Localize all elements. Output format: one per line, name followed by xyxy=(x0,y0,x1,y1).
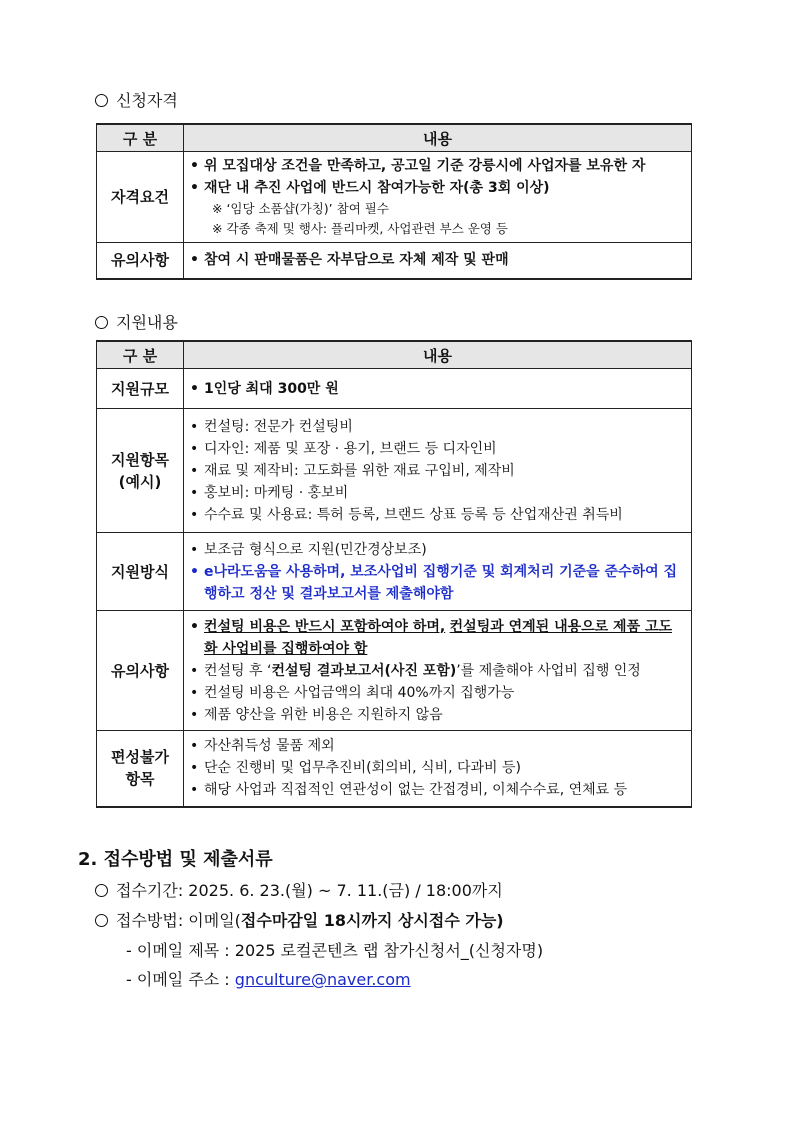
row-label-requirements: 자격요건 xyxy=(97,152,184,243)
row-label-excluded: 편성불가 항목 xyxy=(97,731,184,807)
row-label-scale: 지원규모 xyxy=(97,369,184,409)
support-table xyxy=(96,340,692,808)
items-content xyxy=(184,409,692,533)
list-item: • 재단 내 추진 사업에 반드시 참여가능한 자(총 3회 이상) xyxy=(190,180,550,196)
row-label-caution: 유의사항 xyxy=(97,611,184,731)
email-link[interactable]: gnculture@naver.com xyxy=(234,970,411,989)
row-label-caution: 유의사항 xyxy=(97,243,184,279)
list-item: • 컨설팅 비용은 반드시 포함하여야 하며, 컨설팅과 연계된 내용으로 제품 고도화 사업비를 집행하여야 함 xyxy=(190,618,673,657)
qualification-section-title: 신청자격 xyxy=(95,88,178,111)
list-item: • 자산취득성 물품 제외 xyxy=(190,738,335,755)
circle-bullet-icon xyxy=(95,94,108,107)
circle-bullet-icon xyxy=(95,914,108,927)
row-label-items: 지원항목 (예시) xyxy=(97,409,184,533)
note-text: ※ 각종 축제 및 행사: 플리마켓, 사업관련 부스 운영 등 xyxy=(212,221,508,236)
table-header-content: 내용 xyxy=(184,124,692,152)
requirements-content xyxy=(184,152,692,243)
list-item: • 참여 시 판매물품은 자부담으로 자체 제작 및 판매 xyxy=(190,252,509,269)
list-item: • 디자인: 제품 및 포장 · 용기, 브랜드 등 디자인비 xyxy=(190,440,497,457)
caution-content xyxy=(184,243,692,279)
method-content xyxy=(184,533,692,611)
table-header-category: 구 분 xyxy=(97,124,184,152)
support-section-title: 지원내용 xyxy=(95,310,178,333)
list-item: • 해당 사업과 직접적인 연관성이 없는 간접경비, 이체수수료, 연체료 등 xyxy=(190,782,628,799)
list-item: • 1인당 최대 300만 원 xyxy=(190,380,339,397)
table-header-category: 구 분 xyxy=(97,341,184,369)
excluded-content xyxy=(184,731,692,807)
list-item: • 재료 및 제작비: 고도화를 위한 재료 구입비, 제작비 xyxy=(190,462,515,479)
list-item: • e나라도움을 사용하며, 보조사업비 집행기준 및 회계처리 기준을 준수하여 집행하고 정산 및 결과보고서를 제출해야함 xyxy=(190,563,678,602)
list-item: • 컨설팅: 전문가 컨설팅비 xyxy=(190,418,353,435)
list-item: • 컨설팅 후 ‘컨설팅 결과보고서(사진 포함)’를 제출해야 사업비 집행 인정 xyxy=(190,662,641,679)
scale-content xyxy=(184,369,692,409)
list-item: • 위 모집대상 조건을 만족하고, 공고일 기준 강릉시에 사업자를 보유한 자 xyxy=(190,158,646,174)
submission-heading: 2. 접수방법 및 제출서류 xyxy=(78,849,273,870)
list-item: • 제품 양산을 위한 비용은 지원하지 않음 xyxy=(190,706,443,723)
table-header-content: 내용 xyxy=(184,341,692,369)
email-subject: - 이메일 제목 : 2025 로컬콘텐츠 랩 참가신청서_(신청자명) xyxy=(126,941,544,960)
list-item: • 수수료 및 사용료: 특허 등록, 브랜드 상표 등록 등 산업재산권 취득비 xyxy=(190,506,623,523)
email-address-line: - 이메일 주소 : gnculture@naver.com xyxy=(126,970,411,989)
list-item: • 단순 진행비 및 업무추진비(회의비, 식비, 다과비 등) xyxy=(190,760,522,777)
circle-bullet-icon xyxy=(95,884,108,897)
support-caution-content xyxy=(184,611,692,731)
submission-period: 접수기간: 2025. 6. 23.(월) ~ 7. 11.(금) / 18:00까지 xyxy=(95,878,503,901)
list-item: • 컨설팅 비용은 사업금액의 최대 40%까지 집행가능 xyxy=(190,684,515,701)
row-label-method: 지원방식 xyxy=(97,533,184,611)
qualification-table xyxy=(96,123,692,280)
submission-method: 접수방법: 이메일(접수마감일 18시까지 상시접수 가능) xyxy=(95,908,504,931)
note-text: ※ ‘임당 소품샵(가칭)’ 참여 필수 xyxy=(212,201,389,216)
circle-bullet-icon xyxy=(95,316,108,329)
list-item: • 보조금 형식으로 지원(민간경상보조) xyxy=(190,541,427,558)
list-item: • 홍보비: 마케팅 · 홍보비 xyxy=(190,484,349,501)
